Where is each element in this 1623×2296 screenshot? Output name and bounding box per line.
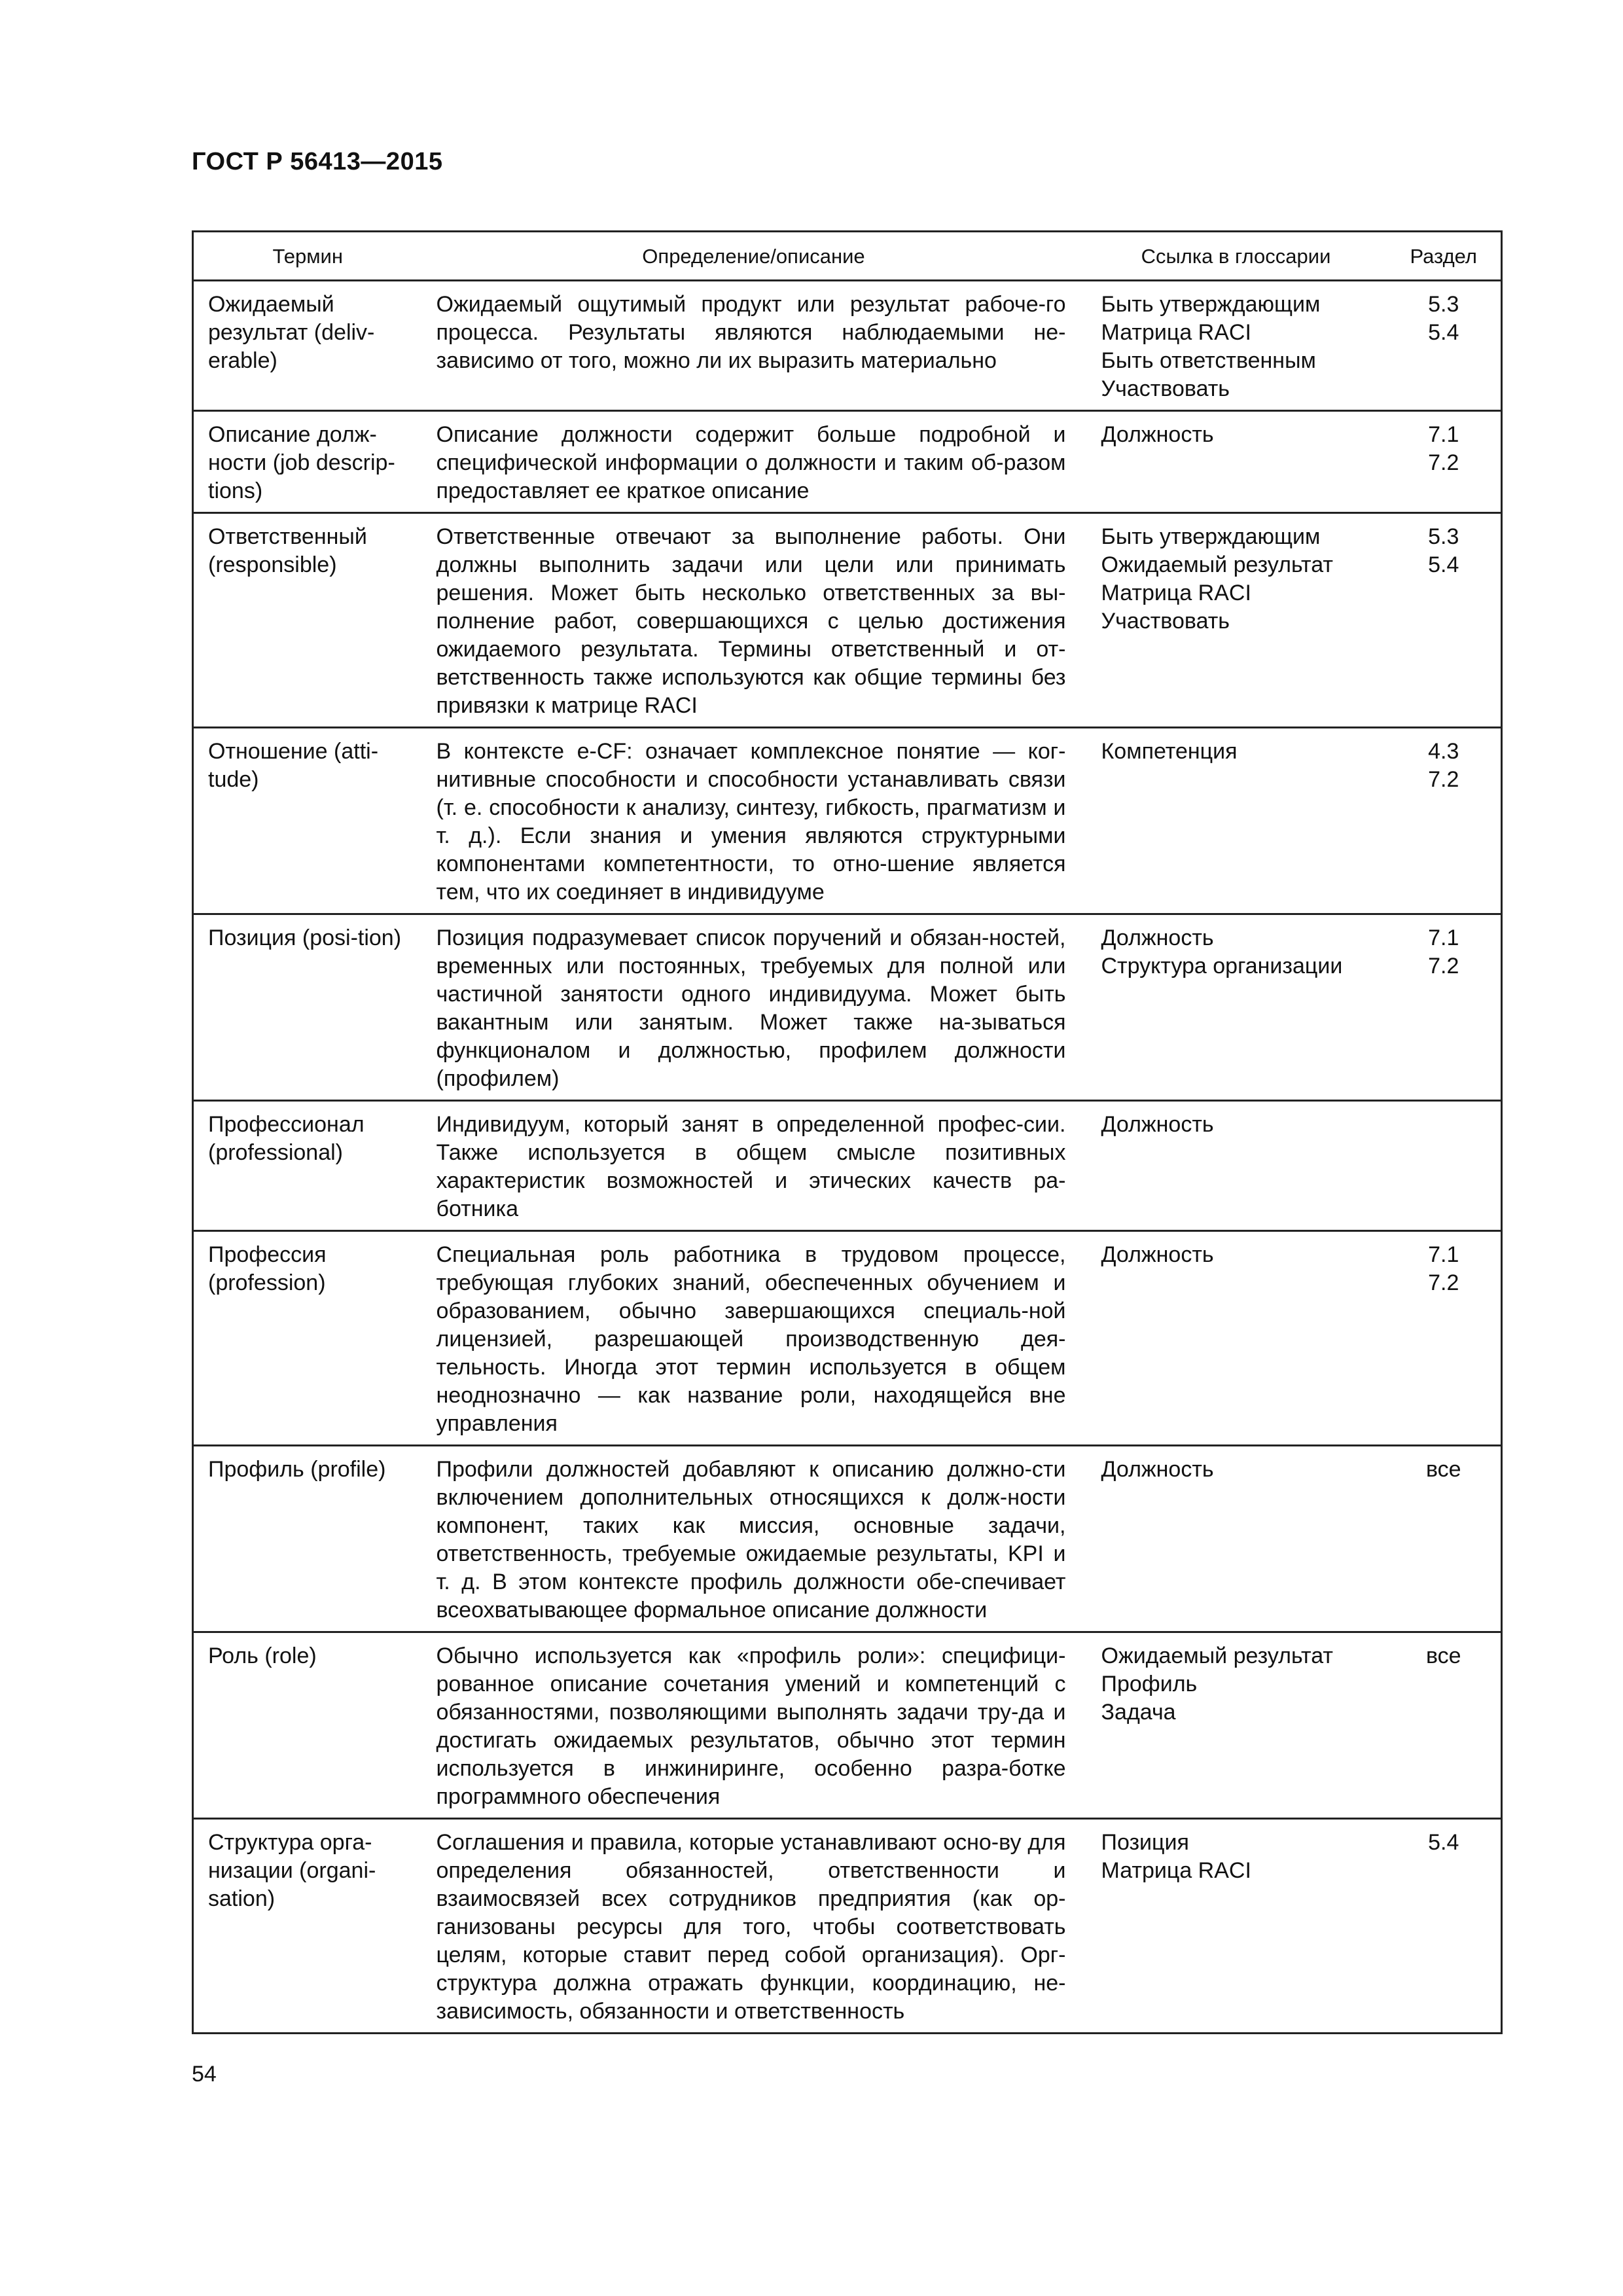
section-item: 5.4 (1428, 1830, 1459, 1855)
column-header-definition: Определение/описание (422, 232, 1086, 281)
glossary-ref-cell (1086, 728, 1387, 914)
section-cell (1387, 1101, 1502, 1231)
table-row (193, 728, 1502, 914)
glossary-ref-item: Быть утверждающим (1101, 292, 1321, 317)
glossary-ref-cell (1086, 914, 1387, 1101)
glossary-ref-item: Должность (1101, 1457, 1214, 1482)
glossary-ref-item: Должность (1101, 925, 1214, 950)
table-row (193, 1446, 1502, 1632)
definition-cell: Описание должности содержит больше подробной и специфической информации о должности и таким об-разом предоставляет ее краткое описание (422, 411, 1086, 513)
definition-cell: Позиция подразумевает список поручений и обязан-ностей, временных или постоянных, требуемых для полной или частичной занятости одного индивидуума. Может быть вакантным или занятым. Может также на-зываться функционалом и должностью, профилем должности (профилем) (422, 914, 1086, 1101)
table-row (193, 513, 1502, 728)
section-item: 7.2 (1428, 767, 1459, 792)
definition-cell: Обычно используется как «профиль роли»: специфици-рованное описание сочетания умений и компетенций с обязанностями, позволяющими выполнять задачи тру-да и достигать ожидаемых результатов, обычно этот термин используется в инжиниринге, особенно разра-ботке программного обеспечения (422, 1632, 1086, 1819)
section-cell (1387, 281, 1502, 411)
glossary-ref-cell (1086, 513, 1387, 728)
section-cell (1387, 1446, 1502, 1632)
term-cell: Позиция (posi-tion) (193, 914, 422, 1101)
glossary-ref-item: Матрица RACI (1101, 581, 1251, 605)
section-cell (1387, 1632, 1502, 1819)
section-cell (1387, 1231, 1502, 1446)
glossary-ref-cell (1086, 281, 1387, 411)
term-cell: Роль (role) (193, 1632, 422, 1819)
column-header-section: Раздел (1387, 232, 1502, 281)
term-cell: Структура орга-низации (organi-sation) (193, 1819, 422, 2034)
glossary-ref-cell (1086, 1101, 1387, 1231)
section-item: 4.3 (1428, 739, 1459, 764)
glossary-ref-item: Участвовать (1101, 609, 1230, 634)
term-cell: Ожидаемый результат (deliv-erable) (193, 281, 422, 411)
glossary-ref-item: Быть утверждающим (1101, 524, 1321, 549)
glossary-ref-cell (1086, 1446, 1387, 1632)
glossary-ref-item: Ожидаемый результат (1101, 552, 1333, 577)
definition-cell: Профили должностей добавляют к описанию должно-сти включением дополнительных относящихся к долж-ности компонент, таких как миссия, основные задачи, ответственность, требуемые ожидаемые результаты, KPI и т. д. В этом контексте профиль должности обе-спечивает всеохватывающее формальное описание должности (422, 1446, 1086, 1632)
column-header-term: Термин (193, 232, 422, 281)
definition-cell: В контексте e-CF: означает комплексное понятие — ког-нитивные способности и способности устанавливать связи (т. е. способности к анализу, синтезу, гибкость, прагматизм и т. д.). Если знания и умения являются структурными компонентами компетентности, то отно-шение является тем, что их соединяет в индивидууме (422, 728, 1086, 914)
glossary-ref-item: Быть ответственным (1101, 348, 1316, 373)
section-item: все (1425, 1643, 1461, 1668)
term-cell: Отношение (atti-tude) (193, 728, 422, 914)
glossary-ref-item: Профиль (1101, 1672, 1198, 1696)
glossary-ref-item: Матрица RACI (1101, 320, 1251, 345)
section-item: 7.1 (1428, 1242, 1459, 1267)
glossary-table (192, 230, 1503, 2034)
glossary-ref-item: Ожидаемый результат (1101, 1643, 1333, 1668)
table-row (193, 411, 1502, 513)
column-header-glossary-ref: Ссылка в глоссарии (1086, 232, 1387, 281)
section-item: 5.4 (1428, 320, 1459, 345)
page-number: 54 (192, 2062, 217, 2087)
section-cell (1387, 411, 1502, 513)
section-item: 7.1 (1428, 422, 1459, 447)
glossary-ref-item: Структура организации (1101, 954, 1343, 978)
glossary-ref-item: Должность (1101, 1242, 1214, 1267)
glossary-ref-cell (1086, 1819, 1387, 2034)
section-item: 5.3 (1428, 292, 1459, 317)
term-cell: Профессия (profession) (193, 1231, 422, 1446)
glossary-ref-item: Матрица RACI (1101, 1858, 1251, 1883)
table-row (193, 1101, 1502, 1231)
section-cell (1387, 513, 1502, 728)
document-header: ГОСТ Р 56413—2015 (192, 148, 443, 175)
section-item: 5.3 (1428, 524, 1459, 549)
glossary-ref-cell (1086, 411, 1387, 513)
term-cell: Описание долж-ности (job descrip-tions) (193, 411, 422, 513)
table-header-row (193, 232, 1502, 281)
section-item: 7.2 (1428, 1270, 1459, 1295)
table-body (193, 281, 1502, 2034)
glossary-ref-item: Должность (1101, 422, 1214, 447)
section-item: все (1425, 1457, 1461, 1482)
table-row (193, 1231, 1502, 1446)
section-cell (1387, 914, 1502, 1101)
glossary-ref-item: Компетенция (1101, 739, 1238, 764)
definition-cell: Ответственные отвечают за выполнение работы. Они должны выполнить задачи или цели или принимать решения. Может быть несколько ответственных за вы-полнение работ, совершающихся с целью достижения ожидаемого результата. Термины ответственный и от-ветственность также используются как общие термины без привязки к матрице RACI (422, 513, 1086, 728)
term-cell: Ответственный (responsible) (193, 513, 422, 728)
definition-cell: Соглашения и правила, которые устанавливают осно-ву для определения обязанностей, ответственности и взаимосвязей всех сотрудников предприятия (как ор-ганизованы ресурсы для того, чтобы соответствовать целям, которые ставит перед собой организация). Орг-структура должна отражать функции, координацию, не-зависимость, обязанности и ответственность (422, 1819, 1086, 2034)
definition-cell: Специальная роль работника в трудовом процессе, требующая глубоких знаний, обеспеченных обучением и образованием, обычно завершающихся специаль-ной лицензией, разрешающей производственную дея-тельность. Иногда этот термин используется в общем неоднозначно — как название роли, находящейся вне управления (422, 1231, 1086, 1446)
section-item: 5.4 (1428, 552, 1459, 577)
glossary-ref-item: Должность (1101, 1112, 1214, 1137)
term-cell: Профиль (profile) (193, 1446, 422, 1632)
glossary-ref-cell (1086, 1632, 1387, 1819)
table-row (193, 281, 1502, 411)
glossary-ref-item: Задача (1101, 1700, 1176, 1725)
section-item: 7.2 (1428, 954, 1459, 978)
table-row (193, 914, 1502, 1101)
table-row (193, 1819, 1502, 2034)
definition-cell: Индивидуум, который занят в определенной профес-сии. Также используется в общем смысле позитивных характеристик возможностей и этических качеств ра-ботника (422, 1101, 1086, 1231)
table-row (193, 1632, 1502, 1819)
glossary-ref-item: Позиция (1101, 1830, 1189, 1855)
definition-cell: Ожидаемый ощутимый продукт или результат рабоче-го процесса. Результаты являются наблюдаемыми не-зависимо от того, можно ли их выразить материально (422, 281, 1086, 411)
glossary-ref-cell (1086, 1231, 1387, 1446)
section-item: 7.2 (1428, 450, 1459, 475)
glossary-ref-item: Участвовать (1101, 376, 1230, 401)
section-cell (1387, 728, 1502, 914)
section-cell (1387, 1819, 1502, 2034)
section-item: 7.1 (1428, 925, 1459, 950)
term-cell: Профессионал (professional) (193, 1101, 422, 1231)
